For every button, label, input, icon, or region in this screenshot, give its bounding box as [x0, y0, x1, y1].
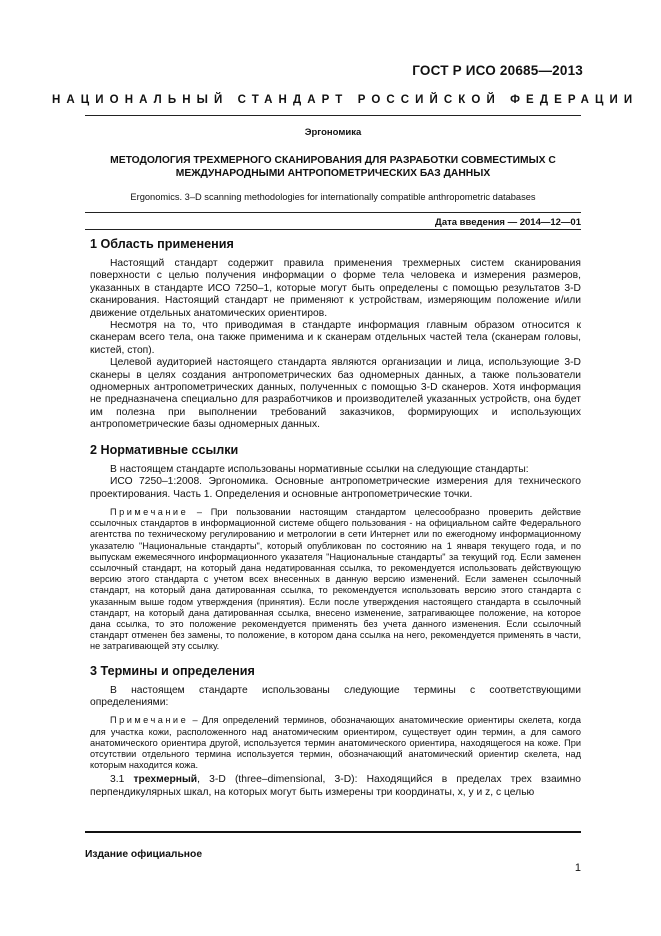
section-1-para-3: Целевой аудиторией настоящего стандарта являются организации и лица, использующие 3-D сканеры в целях создания антропометрических баз одномерных данных, а также пользователи одномерных антропометрических данных, полученных с помощью 3-D сканеров. Хотя информация не предназначена специально для разработчиков и производителей указанных устройств, она будет им полезна при выполнении требований заказчиков, формирующих и использующих антропометрические базы одномерных данных.	[90, 357, 581, 431]
term-number: 3.1	[110, 774, 134, 786]
title-line-1: МЕТОДОЛОГИЯ ТРЕХМЕРНОГО СКАНИРОВАНИЯ ДЛЯ РАЗРАБОТКИ СОВМЕСТИМЫХ С	[110, 155, 556, 166]
english-title: Ergonomics. 3–D scanning methodologies for internationally compatible anthropometric databases	[130, 192, 536, 202]
header-divider	[85, 115, 581, 116]
section-2-para-2: ИСО 7250–1:2008. Эргономика. Основные антропометрические измерения для технического проектирования. Часть 1. Определения и основные антропометрические точки.	[90, 476, 581, 500]
section-1-para-1: Настоящий стандарт содержит правила применения трехмерных систем сканирования поверхности с целью получения информации о форме тела человека и измерения размеров, указанных в стандарте ИСО 7250–1, которые могут быть определены с помощью результатов 3-D сканирования. Настоящий стандарт не применяют к устройствам, измеряющим положение и/или движение отдельных анатомических ориентиров.	[90, 258, 581, 319]
edition-label: Издание официальное	[85, 849, 203, 860]
section-3-para-1: В настоящем стандарте использованы следующие термины с соответствующими определениями:	[90, 684, 581, 708]
document-title	[85, 154, 581, 180]
section-3-note	[90, 715, 581, 771]
note-text: – При пользовании настоящим стандартом целесообразно проверить действие ссылочных стандартов в информационной системе общего пользования - на официальном сайте Федерального агентства по техническому регулированию и метрологии в сети Интернет или по ежегодному информационному указателю "Национальные стандарты", который опубликован по состоянию на 1 января текущего года, и по выпускам ежемесячного информационного указателя "Национальные стандарты" за текущий год. Если заменен ссылочный стандарт, на который дана недатированная ссылка, то рекомендуется использовать действующую версию этого стандарта с учетом всех внесенных в данную версию изменений. Если заменен ссылочный стандарт, на который дана датированная ссылка, то рекомендуется использовать версию этого стандарта с указанным выше годом утверждения (принятия). Если после утверждения настоящего стандарта в ссылочный стандарт, на который дана датированная ссылка, внесено изменение, затрагивающее положение, на которое дана ссылка, то это положение рекомендуется применять без учета данного изменения. Если ссылочный стандарт отменен без замены, то положение, в котором дана ссылка на него, рекомендуется применять в части, не затрагивающей эту ссылку.	[90, 506, 581, 652]
section-1-para-2: Несмотря на то, что приводимая в стандарте информация главным образом относится к сканерам всего тела, она также применима и к сканерам отдельных частей тела (сканерам головы, кистей, стоп).	[90, 320, 581, 356]
standard-code: ГОСТ Р ИСО 20685—2013	[412, 63, 583, 78]
note-label: Примечание	[110, 715, 189, 726]
section-2-para-1: В настоящем стандарте использованы нормативные ссылки на следующие стандарты:	[110, 463, 529, 475]
note-text: – Для определений терминов, обозначающих анатомические ориентиры скелета, когда для участка кожи, расположенного над анатомическим ориентиром, существует один термин, а для самого анатомического ориентира другой, используется термин анатомического ориентира, находящегося на коже. При отсутствии отдельного термина используется термин, обозначающий анатомический ориентир скелета, над которым находится кожа.	[90, 715, 581, 771]
footer-divider	[85, 831, 581, 833]
section-1-heading: 1 Область применения	[90, 237, 234, 251]
title-divider	[85, 212, 581, 213]
document-body	[90, 233, 581, 799]
title-line-2: МЕЖДУНАРОДНЫМИ АНТРОПОМЕТРИЧЕСКИХ БАЗ ДАННЫХ	[175, 168, 491, 179]
term-definition: , 3-D (three–dimensional, 3-D): Находящийся в пределах трех взаимно перпендикулярных шкал, на которых могут быть измерены три координаты, x, y и z, с целью	[90, 774, 581, 798]
section-2-heading: 2 Нормативные ссылки	[90, 442, 239, 457]
date-divider	[85, 229, 581, 230]
note-label: Примечание	[110, 506, 189, 517]
term-name: трехмерный	[133, 774, 198, 786]
introduction-date: Дата введения — 2014—12—01	[435, 217, 581, 228]
term-3-1	[90, 774, 581, 799]
section-2-note	[90, 507, 581, 653]
national-standard-banner: НАЦИОНАЛЬНЫЙ СТАНДАРТ РОССИЙСКОЙ ФЕДЕРАЦИИ	[52, 94, 639, 106]
page-number: 1	[574, 862, 581, 874]
subject-heading: Эргономика	[304, 127, 362, 138]
section-3-heading: 3 Термины и определения	[90, 663, 255, 678]
